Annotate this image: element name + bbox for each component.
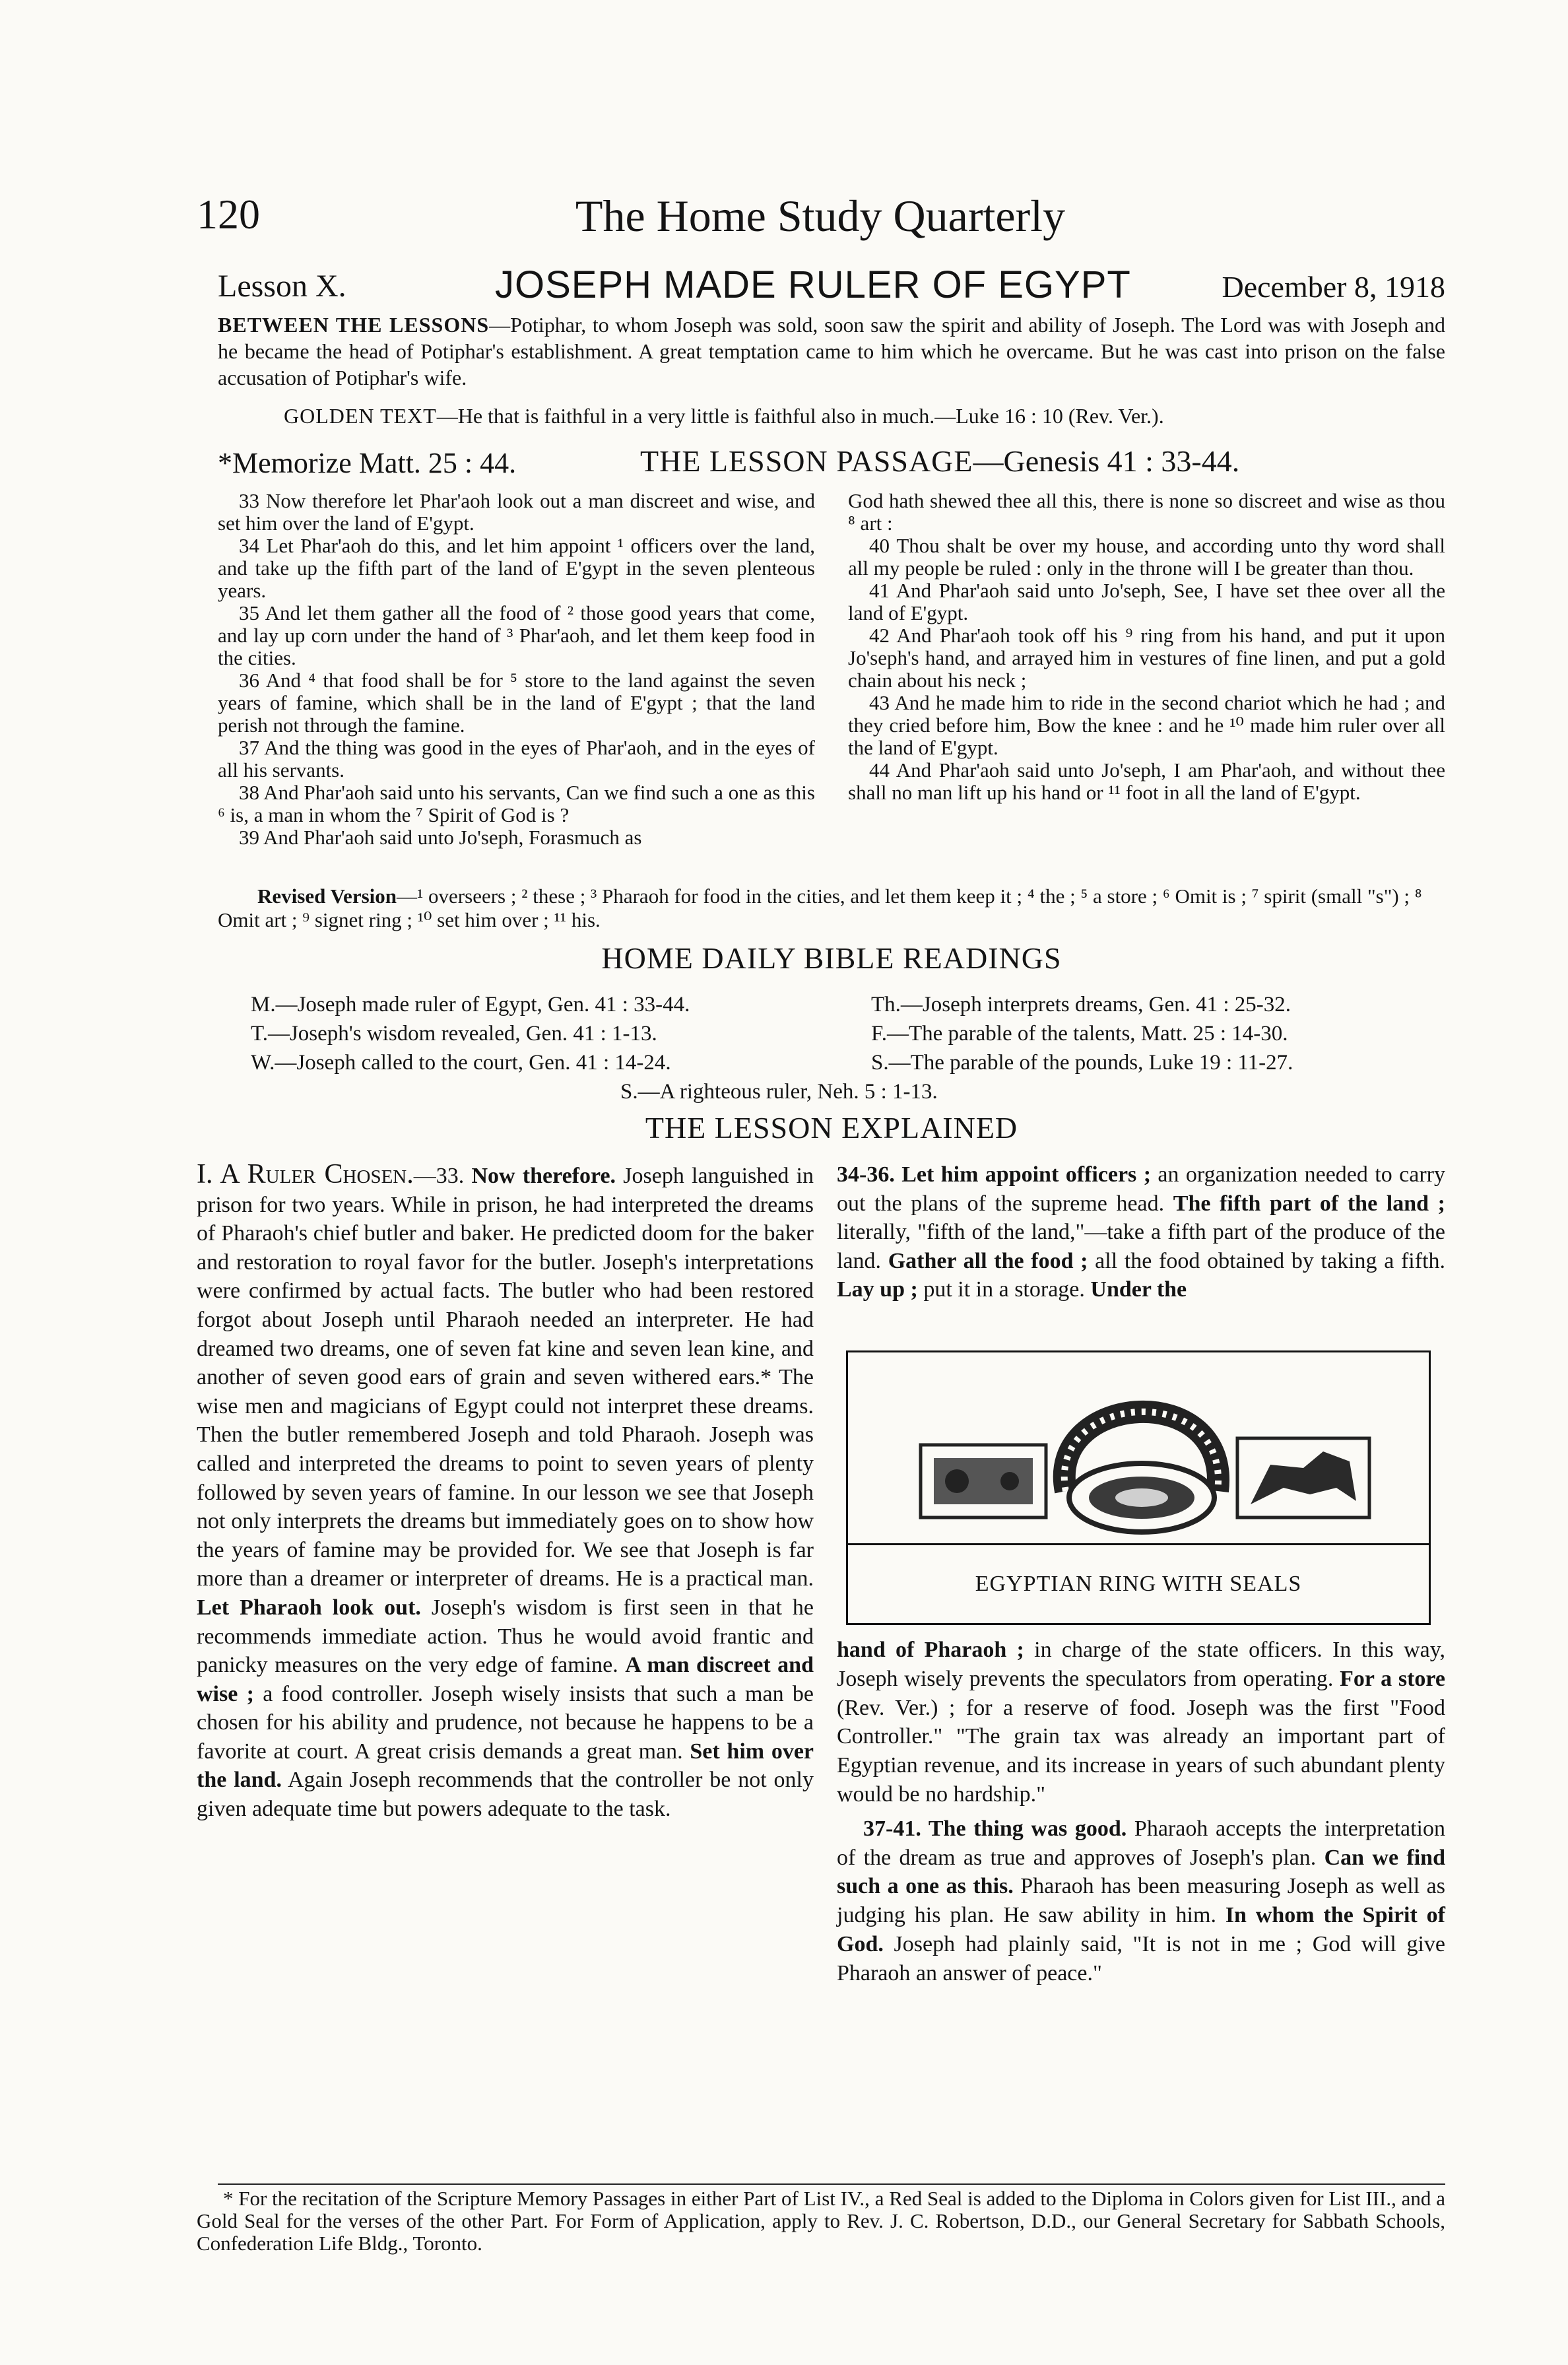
verse: 41 And Phar'aoh said unto Jo'seph, See, I have set thee over all the land of E'gypt.: [848, 579, 1445, 624]
text-run: Pharaoh accepts the interpretation of the dream as true and approves of Joseph's plan.: [837, 1816, 1445, 1870]
lesson-explained-heading: THE LESSON EXPLAINED: [645, 1111, 1018, 1145]
passage-column-left: [218, 490, 815, 849]
text-run: Joseph had plainly said, "It is not in me ; God will give Pharaoh an answer of peace.": [837, 1931, 1445, 1985]
reading-item: S.—The parable of the pounds, Luke 19 : 11-27.: [871, 1051, 1293, 1075]
revised-label: Revised Version: [257, 884, 397, 908]
reading-item: M.—Joseph made ruler of Egypt, Gen. 41 : 33-44.: [251, 993, 690, 1016]
text-run: 37-41. The thing was good.: [863, 1816, 1127, 1841]
paragraph: [837, 1815, 1445, 1988]
text-run: Gather all the food ;: [888, 1248, 1088, 1273]
daily-readings: [251, 990, 1445, 1106]
text-run: hand of Pharaoh ;: [837, 1638, 1024, 1662]
running-head: [197, 183, 1444, 250]
text-run: (Rev. Ver.) ; for a reserve of food. Joseph was the first "Food Controller." "The grain tax was already an important part of Egyptian revenue, and its increase in years of such abundant plenty would be no hardship.": [837, 1695, 1445, 1807]
verse: 36 And ⁴ that food shall be for ⁵ store to the land against the seven years of famine, which shall be in the land of E'gypt ; that the land perish not through the famine.: [218, 669, 815, 737]
verse: 35 And let them gather all the food of ² those good years that come, and lay up corn under the hand of ³ Phar'aoh, and let them keep food in the cities.: [218, 601, 815, 669]
page-number: 120: [197, 191, 260, 238]
verse: 44 And Phar'aoh said unto Jo'seph, I am Phar'aoh, and without thee shall no man lift up his hand or ¹¹ foot in all the land of E'gypt.: [848, 758, 1445, 804]
text-run: all the food obtained by taking a fifth.: [1088, 1248, 1446, 1273]
reading-item: T.—Joseph's wisdom revealed, Gen. 41 : 1-13.: [251, 1022, 657, 1046]
passage-heading: THE LESSON PASSAGE: [640, 444, 973, 478]
verse: 43 And he made him to ride in the second chariot which he had ; and they cried before him, Bow the knee : and he ¹⁰ made him ruler over all the land of E'gypt.: [848, 691, 1445, 759]
text-run: in charge of the state officers. In this way, Joseph wisely prevents the speculators from operating.: [837, 1638, 1445, 1691]
text-run: Under the: [1090, 1277, 1187, 1302]
verse: 42 And Phar'aoh took off his ⁹ ring from his hand, and put it upon Jo'seph's hand, and arrayed him in vestures of fine linen, and put a gold chain about his neck ;: [848, 624, 1445, 692]
golden-text-body: —He that is faithful in a very little is faithful also in much.—Luke 16 : 10 (Rev. Ver.).: [436, 404, 1164, 428]
explained-column-right-top: [837, 1160, 1445, 1304]
figure-caption: EGYPTIAN RING WITH SEALS: [848, 1543, 1429, 1623]
text-run: Let Pharaoh look out.: [197, 1595, 421, 1620]
explained-column-left: [197, 1160, 814, 1824]
verse: 39 And Phar'aoh said unto Jo'seph, Forasmuch as: [239, 826, 642, 849]
text-run: literally, "fifth of the land,"—take a fifth part of the produce of the land.: [837, 1220, 1445, 1273]
text-run: Joseph languished in prison for two years. While in prison, he had interpreted the dreams of Pharaoh's chief butler and baker. He predicted doom for the baker and restoration to royal favor for the butler. Joseph's interpretations were confirmed by actual facts. The butler who had been restored forgot about Joseph until Pharaoh needed an interpreter. He had dreamed two dreams, one of seven fat kine and seven lean kine, and another of seven good ears of grain and seven withered ears.* The wise men and magicians of Egypt could not interpret these dreams. Then the butler remembered Joseph and told Pharaoh. Joseph was called and interpreted the dreams to point to seven years of plenty followed by seven years of famine. In our lesson we see that Joseph not only interprets the dreams but immediately goes on to show how the years of famine may be provided for. We see that Joseph is far more than a dreamer or interpreter of dreams. He is a practical man.: [197, 1164, 814, 1591]
verse: 34 Let Phar'aoh do this, and let him appoint ¹ officers over the land, and take up the fifth part of the land of E'gypt in the seven plenteous years.: [218, 534, 815, 602]
lesson-heading: [218, 263, 1445, 309]
reading-item: S.—A righteous ruler, Neh. 5 : 1-13.: [620, 1080, 938, 1104]
section-title: I. A Ruler Chosen.: [197, 1159, 414, 1189]
memorize-note: *Memorize Matt. 25 : 44.: [218, 447, 517, 479]
lesson-date: December 8, 1918: [1222, 270, 1445, 304]
verse: 38 And Phar'aoh said unto his servants, Can we find such a one as this ⁶ is, a man in whom the ⁷ Spirit of God is ?: [218, 781, 815, 826]
text-run: Joseph's wisdom is first seen in that he recommends immediate action. Thus he would avoid frantic and panicky measures on the very edge of famine.: [197, 1595, 814, 1678]
explained-column-right-bottom: [837, 1636, 1445, 1988]
revised-text: —¹ overseers ; ² these ; ³ Pharaoh for food in the cities, and let them keep it ; ⁴ the ; ⁵ a store ; ⁶ Omit is ; ⁷ spirit (small "s") ; ⁸ Omit art ; ⁹ signet ring ; ¹⁰ set him over ; ¹¹ his.: [218, 884, 1422, 931]
text-run: Pharaoh has been measuring Joseph as well as judging his plan. He saw ability in him.: [837, 1874, 1446, 1928]
reading-item: Th.—Joseph interprets dreams, Gen. 41 : 25-32.: [871, 993, 1291, 1016]
verse: God hath shewed thee all this, there is none so discreet and wise as thou ⁸ art :: [848, 489, 1445, 535]
text-run: Now therefore.: [471, 1164, 616, 1188]
between-the-lessons: [218, 312, 1445, 391]
journal-title: The Home Study Quarterly: [575, 191, 1066, 241]
lesson-title: JOSEPH MADE RULER OF EGYPT: [495, 263, 1131, 306]
memorize-and-passage: [218, 444, 1445, 483]
verse: 40 Thou shalt be over my house, and according unto thy word shall all my people be ruled : only in the throne will I be greater than thou.: [848, 534, 1445, 580]
verse: 37 And the thing was good in the eyes of Phar'aoh, and in the eyes of all his servants.: [218, 736, 815, 782]
text-run: Again Joseph recommends that the controller be not only given adequate time but powers adequate to the task.: [197, 1768, 814, 1822]
footnote: * For the recitation of the Scripture Memory Passages in either Part of List IV., a Red Seal is added to the Diploma in Colors given for List III., and a Gold Seal for the verses of the other Part. For Form of Application, apply to Rev. J. C. Robertson, D.D., our General Secretary for Sabbath Schools, Confederation Life Bldg., Toronto.: [197, 2187, 1445, 2255]
text-run: 34-36. Let him appoint officers ;: [837, 1162, 1152, 1187]
text-run: In whom the Spirit of God.: [837, 1903, 1445, 1956]
daily-readings-heading: HOME DAILY BIBLE READINGS: [601, 941, 1062, 975]
passage-reference: —Genesis 41 : 33-44.: [973, 444, 1240, 478]
footnote-rule: [218, 2183, 1445, 2185]
text-run: Set him over the land.: [197, 1739, 814, 1793]
text-run: —33.: [413, 1164, 472, 1188]
egyptian-ring-illustration: [848, 1352, 1429, 1544]
golden-text: [284, 403, 1445, 429]
paragraph: [837, 1636, 1445, 1809]
text-run: A man discreet and wise ;: [197, 1653, 814, 1706]
verse: 33 Now therefore let Phar'aoh look out a man discreet and wise, and set him over the land of E'gypt.: [218, 489, 815, 535]
text-run: The fifth part of the land ;: [1173, 1191, 1445, 1216]
lesson-number: Lesson X.: [218, 269, 346, 304]
text-run: Can we find such a one as this.: [837, 1845, 1445, 1899]
between-heading: BETWEEN THE LESSONS: [218, 313, 490, 337]
text-run: put it in a storage.: [917, 1277, 1091, 1302]
reading-item: F.—The parable of the talents, Matt. 25 : 14-30.: [871, 1022, 1288, 1046]
text-run: a food controller. Joseph wisely insists that such a man be chosen for his ability and prudence, not because he happens to be a favorite at court. A great crisis demands a great man.: [197, 1681, 814, 1764]
revised-version-notes: [218, 884, 1445, 932]
between-text: —Potiphar, to whom Joseph was sold, soon saw the spirit and ability of Joseph. The Lord was with Joseph and he became the head of Potiphar's establishment. A great temptation came to him which he overcame. But he was cast into prison on the false accusation of Potiphar's wife.: [218, 313, 1446, 389]
reading-item: W.—Joseph called to the court, Gen. 41 : 14-24.: [251, 1051, 671, 1075]
golden-text-label: GOLDEN TEXT: [284, 404, 437, 428]
ring-figure: [846, 1350, 1431, 1625]
lesson-passage-heading: [640, 444, 1239, 479]
text-run: For a store: [1340, 1666, 1445, 1691]
text-run: Lay up ;: [837, 1277, 918, 1302]
passage-column-right: [848, 490, 1445, 804]
text-run: an organization needed to carry out the plans of the supreme head.: [837, 1162, 1445, 1216]
